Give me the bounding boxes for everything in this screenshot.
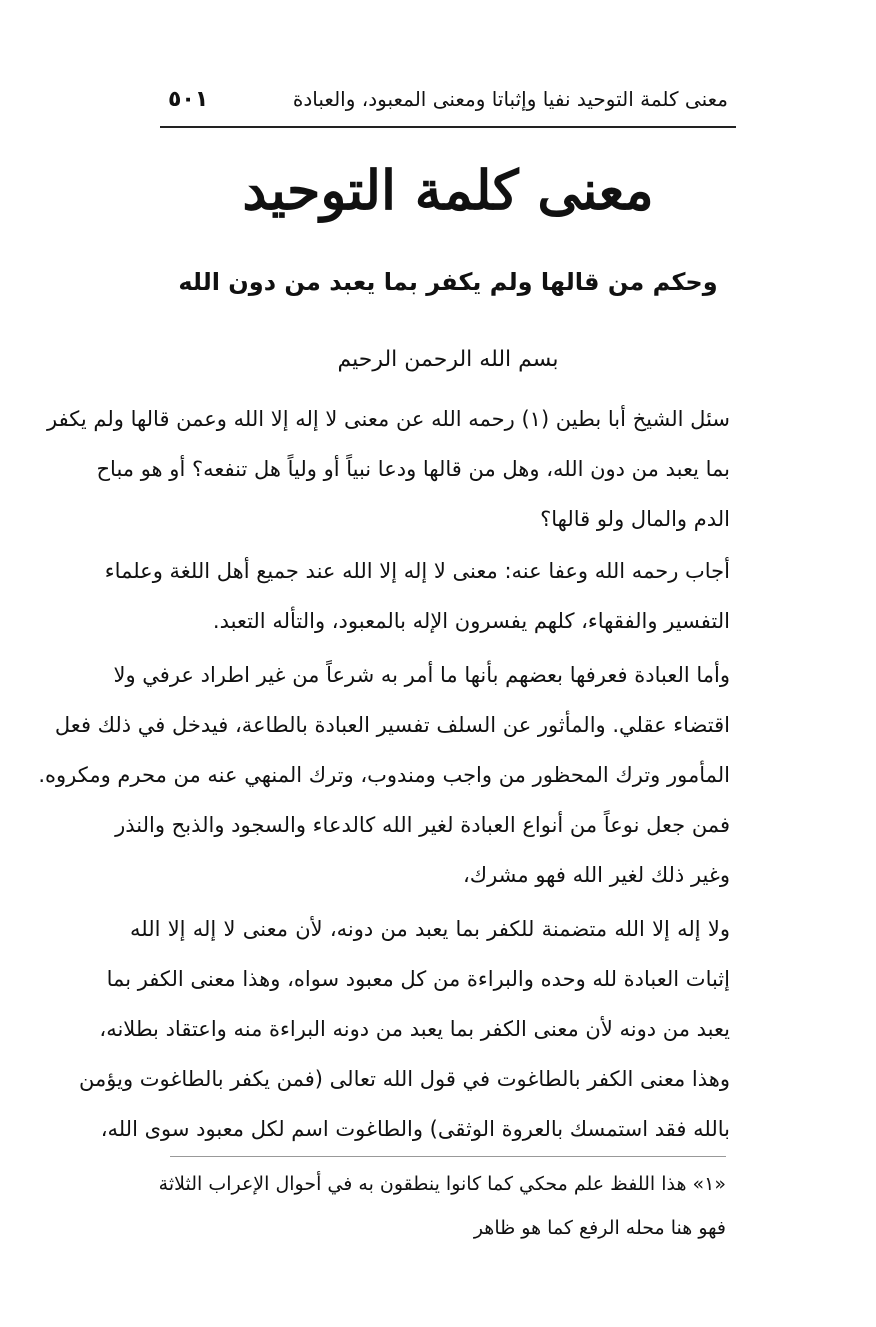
body-line: اقتضاء عقلي. والمأثور عن السلف تفسير العبادة بالطاعة، فيدخل في ذلك فعل xyxy=(54,713,730,737)
body-line: يعبد من دونه لأن معنى الكفر بما يعبد من دونه البراءة منه واعتقاد بطلانه، xyxy=(99,1017,730,1041)
body-line: أجاب رحمه الله وعفا عنه: معنى لا إله إلا الله عند جميع أهل اللغة وعلماء xyxy=(104,559,730,583)
body-line: بالله فقد استمسك بالعروة الوثقى) والطاغوت اسم لكل معبود سوى الله، xyxy=(100,1117,730,1141)
body-line: التفسير والفقهاء، كلهم يفسرون الإله بالمعبود، والتأله التعبد. xyxy=(212,609,730,633)
body-line: بما يعبد من دون الله، وهل من قالها ودعا نبياً أو ولياً هل تنفعه؟ أو هو مباح xyxy=(96,457,730,481)
body-line: سئل الشيخ أبا بطين (١) رحمه الله عن معنى لا إله إلا الله وعمن قالها ولم يكفر xyxy=(47,407,730,431)
body-line: إثبات العبادة لله وحده والبراءة من كل معبود سواه، وهذا معنى الكفر بما xyxy=(106,967,730,991)
body-line: وأما العبادة فعرفها بعضهم بأنها ما أمر به شرعاً من غير اطراد عرفي ولا xyxy=(113,663,730,687)
running-title: معنى كلمة التوحيد نفيا وإثباتا ومعنى المعبود، والعبادة xyxy=(292,87,728,111)
body-line: وغير ذلك لغير الله فهو مشرك، xyxy=(463,863,730,887)
body-line: وهذا معنى الكفر بالطاغوت في قول الله تعالى (فمن يكفر بالطاغوت ويؤمن xyxy=(79,1067,730,1091)
body-line: فمن جعل نوعاً من أنواع العبادة لغير الله كالدعاء والسجود والذبح والنذر xyxy=(115,813,730,837)
header-rule xyxy=(160,126,736,128)
chapter-subtitle: وحكم من قالها ولم يكفر بما يعبد من دون الله xyxy=(178,268,718,296)
footnote-line: فهو هنا محله الرفع كما هو ظاهر xyxy=(473,1217,726,1239)
page-number: ٥٠١ xyxy=(168,86,209,112)
body-line: الدم والمال ولو قالها؟ xyxy=(540,507,730,531)
footnote-line: «١» هذا اللفظ علم محكي كما كانوا ينطقون به في أحوال الإعراب الثلاثة xyxy=(158,1173,726,1195)
basmala: بسم الله الرحمن الرحيم xyxy=(337,347,559,372)
running-header xyxy=(168,82,728,116)
footnote-rule xyxy=(170,1156,726,1157)
chapter-title: معنى كلمة التوحيد xyxy=(242,158,654,222)
body-line: المأمور وترك المحظور من واجب ومندوب، وترك المنهي عنه من محرم ومكروه. xyxy=(38,763,730,787)
body-line: ولا إله إلا الله متضمنة للكفر بما يعبد من دونه، لأن معنى لا إله إلا الله xyxy=(130,917,730,941)
